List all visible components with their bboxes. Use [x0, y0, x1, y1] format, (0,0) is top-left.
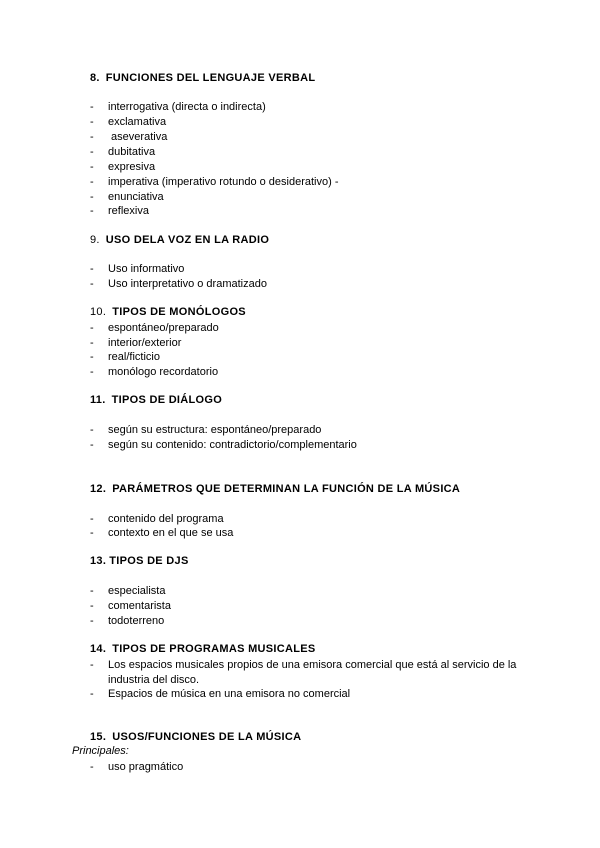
section-11-heading: [90, 394, 222, 406]
section-12-heading: [90, 483, 460, 495]
section-title: FUNCIONES DEL LENGUAJE VERBAL: [105, 72, 316, 84]
section-number: 13.: [90, 555, 107, 567]
list-item: - comentarista: [90, 600, 171, 612]
list-item: - dubitativa: [90, 146, 156, 158]
section-title: USOS/FUNCIONES DE LA MÚSICA: [112, 731, 302, 743]
list-item: - Uso interpretativo o dramatizado: [90, 278, 267, 290]
list-item: - todoterreno: [90, 615, 165, 627]
list-item: - uso pragmático: [90, 761, 184, 773]
principales-label: Principales:: [72, 745, 129, 757]
list-item: - Los espacios musicales propios de una emisora comercial que está al servicio de la industria del disco.: [90, 659, 517, 686]
section-title: USO DELA VOZ EN LA RADIO: [105, 234, 270, 246]
section-number: 14.: [90, 643, 107, 655]
list-item: - Uso informativo: [90, 263, 185, 275]
section-14-heading: [90, 643, 316, 655]
section-number: 9.: [90, 234, 100, 246]
list-item: - interrogativa (directa o indirecta): [90, 101, 266, 113]
section-title: TIPOS DE PROGRAMAS MUSICALES: [112, 643, 316, 655]
list-item: - según su contenido: contradictorio/complementario: [90, 439, 357, 451]
list-item: - espontáneo/preparado: [90, 322, 219, 334]
section-number: 11.: [90, 394, 106, 406]
section-title: PARÁMETROS QUE DETERMINAN LA FUNCIÓN DE LA MÚSICA: [112, 483, 461, 495]
section-title: TIPOS DE MONÓLOGOS: [112, 306, 246, 318]
section-number: 8.: [90, 72, 100, 84]
list-item: - reflexiva: [90, 205, 149, 217]
list-item: - imperativa (imperativo rotundo o desiderativo) -: [90, 176, 339, 188]
list-item: - Espacios de música en una emisora no comercial: [90, 688, 351, 700]
section-15-heading: [90, 731, 301, 743]
section-9-heading: [90, 234, 269, 246]
section-13-heading: [90, 555, 189, 567]
section-number: 10.: [90, 306, 107, 318]
list-item: - según su estructura: espontáneo/preparado: [90, 424, 322, 436]
list-item: - monólogo recordatorio: [90, 366, 219, 378]
section-number: 15.: [90, 731, 107, 743]
list-item: - especialista: [90, 585, 166, 597]
list-item: - expresiva: [90, 161, 156, 173]
section-title: TIPOS DE DJS: [109, 555, 189, 567]
section-10-heading: [90, 306, 246, 318]
list-item: - contexto en el que se usa: [90, 527, 234, 539]
list-item: - real/ficticio: [90, 351, 160, 363]
list-item: - exclamativa: [90, 116, 167, 128]
list-item: - interior/exterior: [90, 337, 182, 349]
section-title: TIPOS DE DIÁLOGO: [111, 394, 223, 406]
section-8-heading: [90, 72, 315, 84]
list-item: - aseverativa: [90, 131, 168, 143]
list-item: - enunciativa: [90, 191, 164, 203]
section-number: 12.: [90, 483, 107, 495]
list-item: - contenido del programa: [90, 513, 224, 525]
